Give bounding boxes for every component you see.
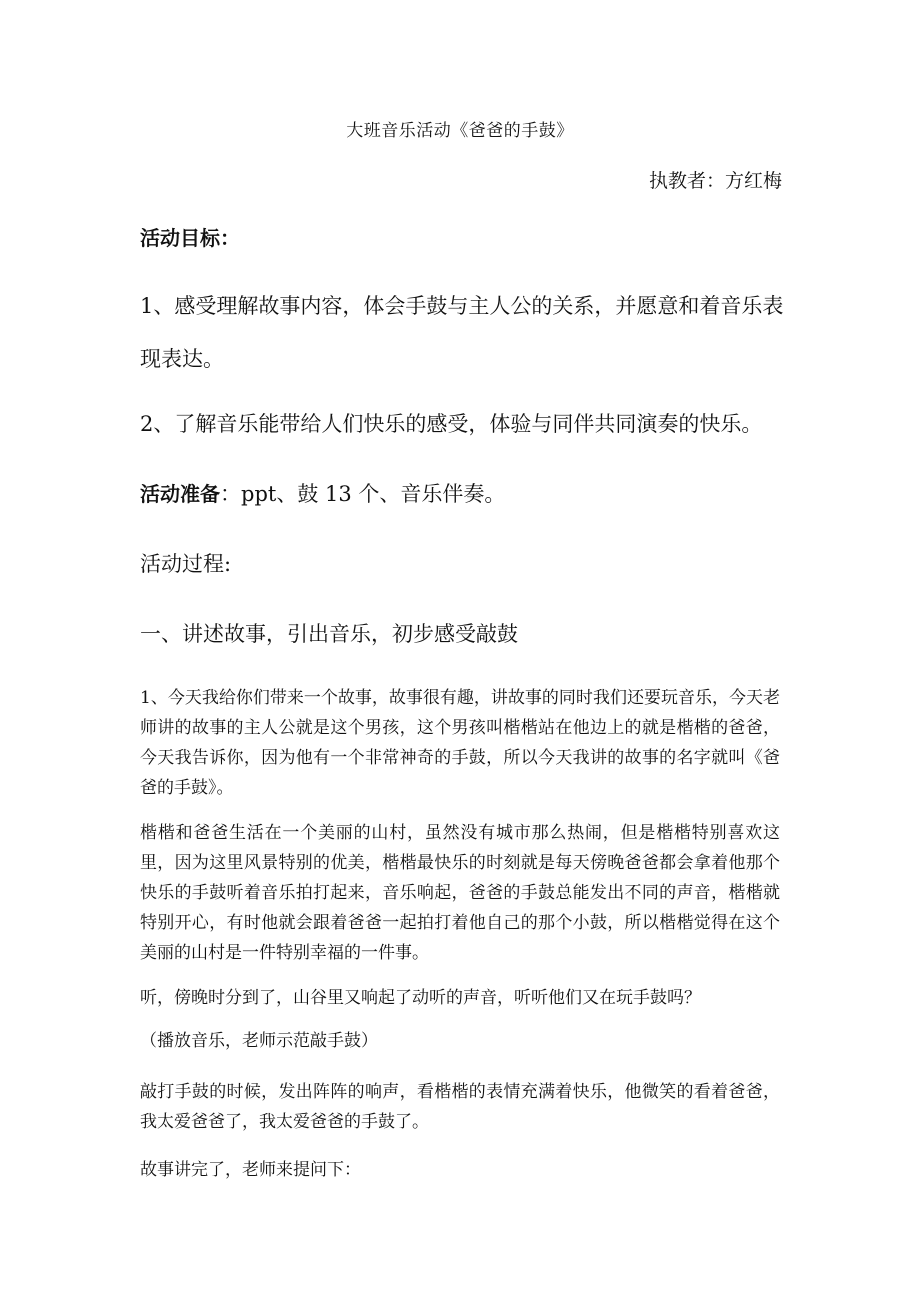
goals-heading: 活动目标： — [140, 226, 240, 250]
paragraph-6: 故事讲完了，老师来提问下： — [140, 1160, 361, 1180]
author-line: 执教者：方红梅 — [648, 170, 782, 192]
prep-text: ：ppt、鼓 13 个、音乐伴奏。 — [220, 482, 506, 506]
paragraph-2: 楷楷和爸爸生活在一个美丽的山村，虽然没有城市那么热闹，但是楷楷特别喜欢这里，因为这里风景特别的优美，楷楷最快乐的时刻就是每天傍晚爸爸都会拿着他那个快乐的手鼓听着音乐拍打起来，音乐响起，爸爸的手鼓总能发出不同的声音，楷楷就特别开心，有时他就会跟着爸爸一起拍打着他自己的那个小鼓，所以楷楷觉得在这个美丽的山村是一件特别幸福的一件事。 — [140, 823, 780, 963]
process-heading: 活动过程: — [140, 552, 232, 576]
goal-1: 1、感受理解故事内容，体会手鼓与主人公的关系，并愿意和着音乐表现表达。 — [140, 294, 784, 371]
prep-line — [140, 468, 785, 521]
prep-label: 活动准备 — [140, 482, 220, 506]
section-1-heading: 一、讲述故事，引出音乐，初步感受敲鼓 — [140, 622, 518, 646]
paragraph-1: 1、今天我给你们带来一个故事，故事很有趣，讲故事的同时我们还要玩音乐，今天老师讲的故事的主人公就是这个男孩，这个男孩叫楷楷站在他边上的就是楷楷的爸爸，今天我告诉你，因为他有一个非常神奇的手鼓，所以今天我讲的故事的名字就叫《爸爸的手鼓》。 — [140, 688, 780, 798]
document-title: 大班音乐活动《爸爸的手鼓》 — [346, 121, 574, 141]
paragraph-5: 敲打手鼓的时候，发出阵阵的响声，看楷楷的表情充满着快乐，他微笑的看着爸爸，我太爱爸爸了，我太爱爸爸的手鼓了。 — [140, 1082, 780, 1132]
paragraph-4: （播放音乐，老师示范敲手鼓） — [140, 1031, 378, 1051]
paragraph-3: 听，傍晚时分到了，山谷里又响起了动听的声音，听听他们又在玩手鼓吗？ — [140, 988, 701, 1008]
goal-2: 2、了解音乐能带给人们快乐的感受，体验与同伴共同演奏的快乐。 — [140, 412, 763, 436]
